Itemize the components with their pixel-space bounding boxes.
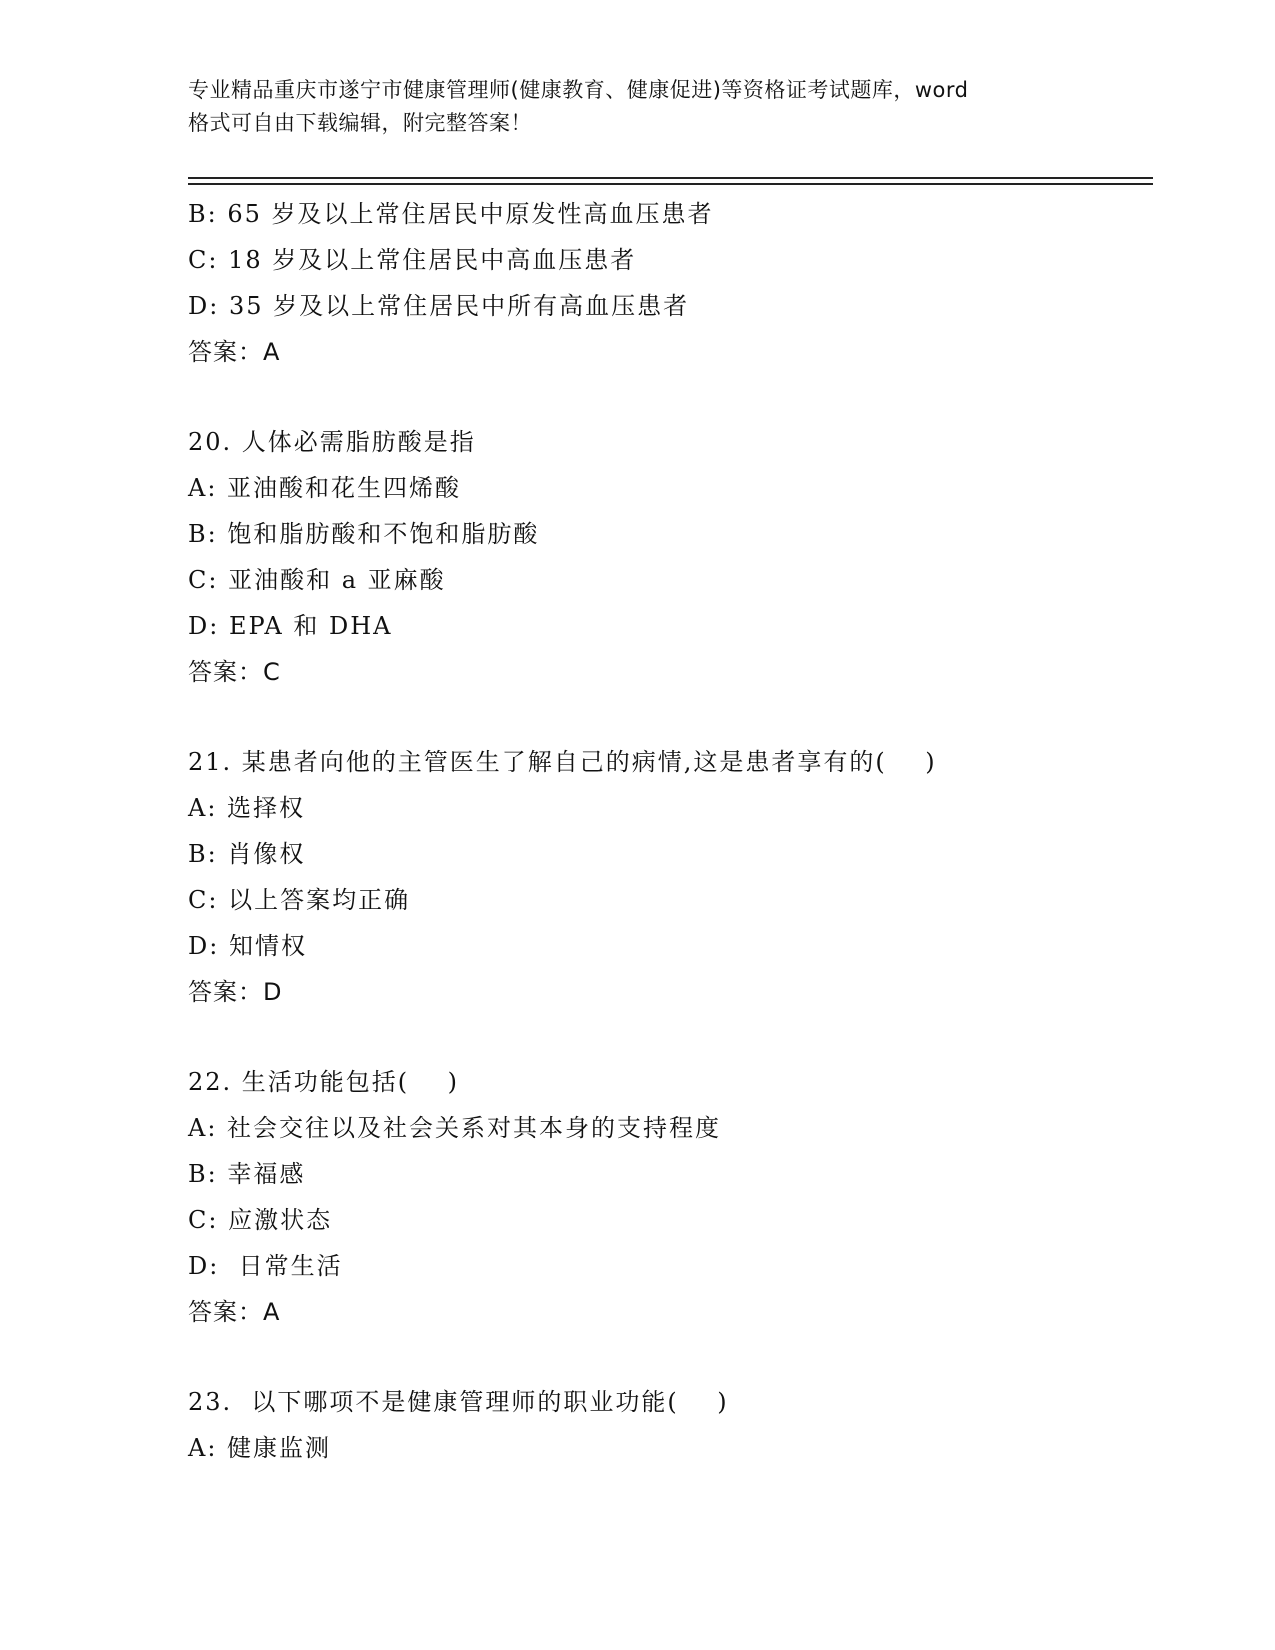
option-a: A: 健康监测 xyxy=(188,1434,332,1462)
option-c: C: 以上答案均正确 xyxy=(188,886,411,914)
question-stem: 20. 人体必需脂肪酸是指 xyxy=(188,428,476,456)
option-b: B: 饱和脂肪酸和不饱和脂肪酸 xyxy=(188,520,540,548)
spacer xyxy=(188,1015,1168,1059)
header-divider-bottom xyxy=(188,183,1153,185)
question-21 xyxy=(188,739,1168,1015)
header-divider-top xyxy=(188,177,1153,179)
option-d: D: EPA 和 DHA xyxy=(188,612,393,640)
answer-line: 答案：A xyxy=(188,338,281,366)
option-a: A: 社会交往以及社会关系对其本身的支持程度 xyxy=(188,1114,722,1142)
question-stem: 21. 某患者向他的主管医生了解自己的病情,这是患者享有的( ) xyxy=(188,748,937,776)
option-d: D: 35 岁及以上常住居民中所有高血压患者 xyxy=(188,292,690,320)
spacer xyxy=(188,695,1168,739)
question-19-continued xyxy=(188,191,1168,375)
option-c: C: 应激状态 xyxy=(188,1206,333,1234)
question-20 xyxy=(188,419,1168,695)
question-list xyxy=(188,191,1168,1471)
answer-line: 答案：A xyxy=(188,1298,281,1326)
answer-line: 答案：C xyxy=(188,658,281,686)
option-b: B: 65 岁及以上常住居民中原发性高血压患者 xyxy=(188,200,714,228)
document-header xyxy=(188,74,1088,140)
option-a: A: 亚油酸和花生四烯酸 xyxy=(188,474,462,502)
option-a: A: 选择权 xyxy=(188,794,306,822)
option-b: B: 肖像权 xyxy=(188,840,306,868)
option-c: C: 18 岁及以上常住居民中高血压患者 xyxy=(188,246,637,274)
header-line-1: 专业精品重庆市遂宁市健康管理师(健康教育、健康促进)等资格证考试题库，word xyxy=(188,78,969,102)
question-23 xyxy=(188,1379,1168,1471)
header-line-2: 格式可自由下载编辑，附完整答案！ xyxy=(188,111,532,135)
spacer xyxy=(188,1335,1168,1379)
question-stem: 23. 以下哪项不是健康管理师的职业功能( ) xyxy=(188,1388,729,1416)
option-d: D: 日常生活 xyxy=(188,1252,343,1280)
spacer xyxy=(188,375,1168,419)
question-stem: 22. 生活功能包括( ) xyxy=(188,1068,460,1096)
answer-line: 答案：D xyxy=(188,978,283,1006)
option-b: B: 幸福感 xyxy=(188,1160,306,1188)
option-d: D: 知情权 xyxy=(188,932,307,960)
option-c: C: 亚油酸和 a 亚麻酸 xyxy=(188,566,446,594)
question-22 xyxy=(188,1059,1168,1335)
